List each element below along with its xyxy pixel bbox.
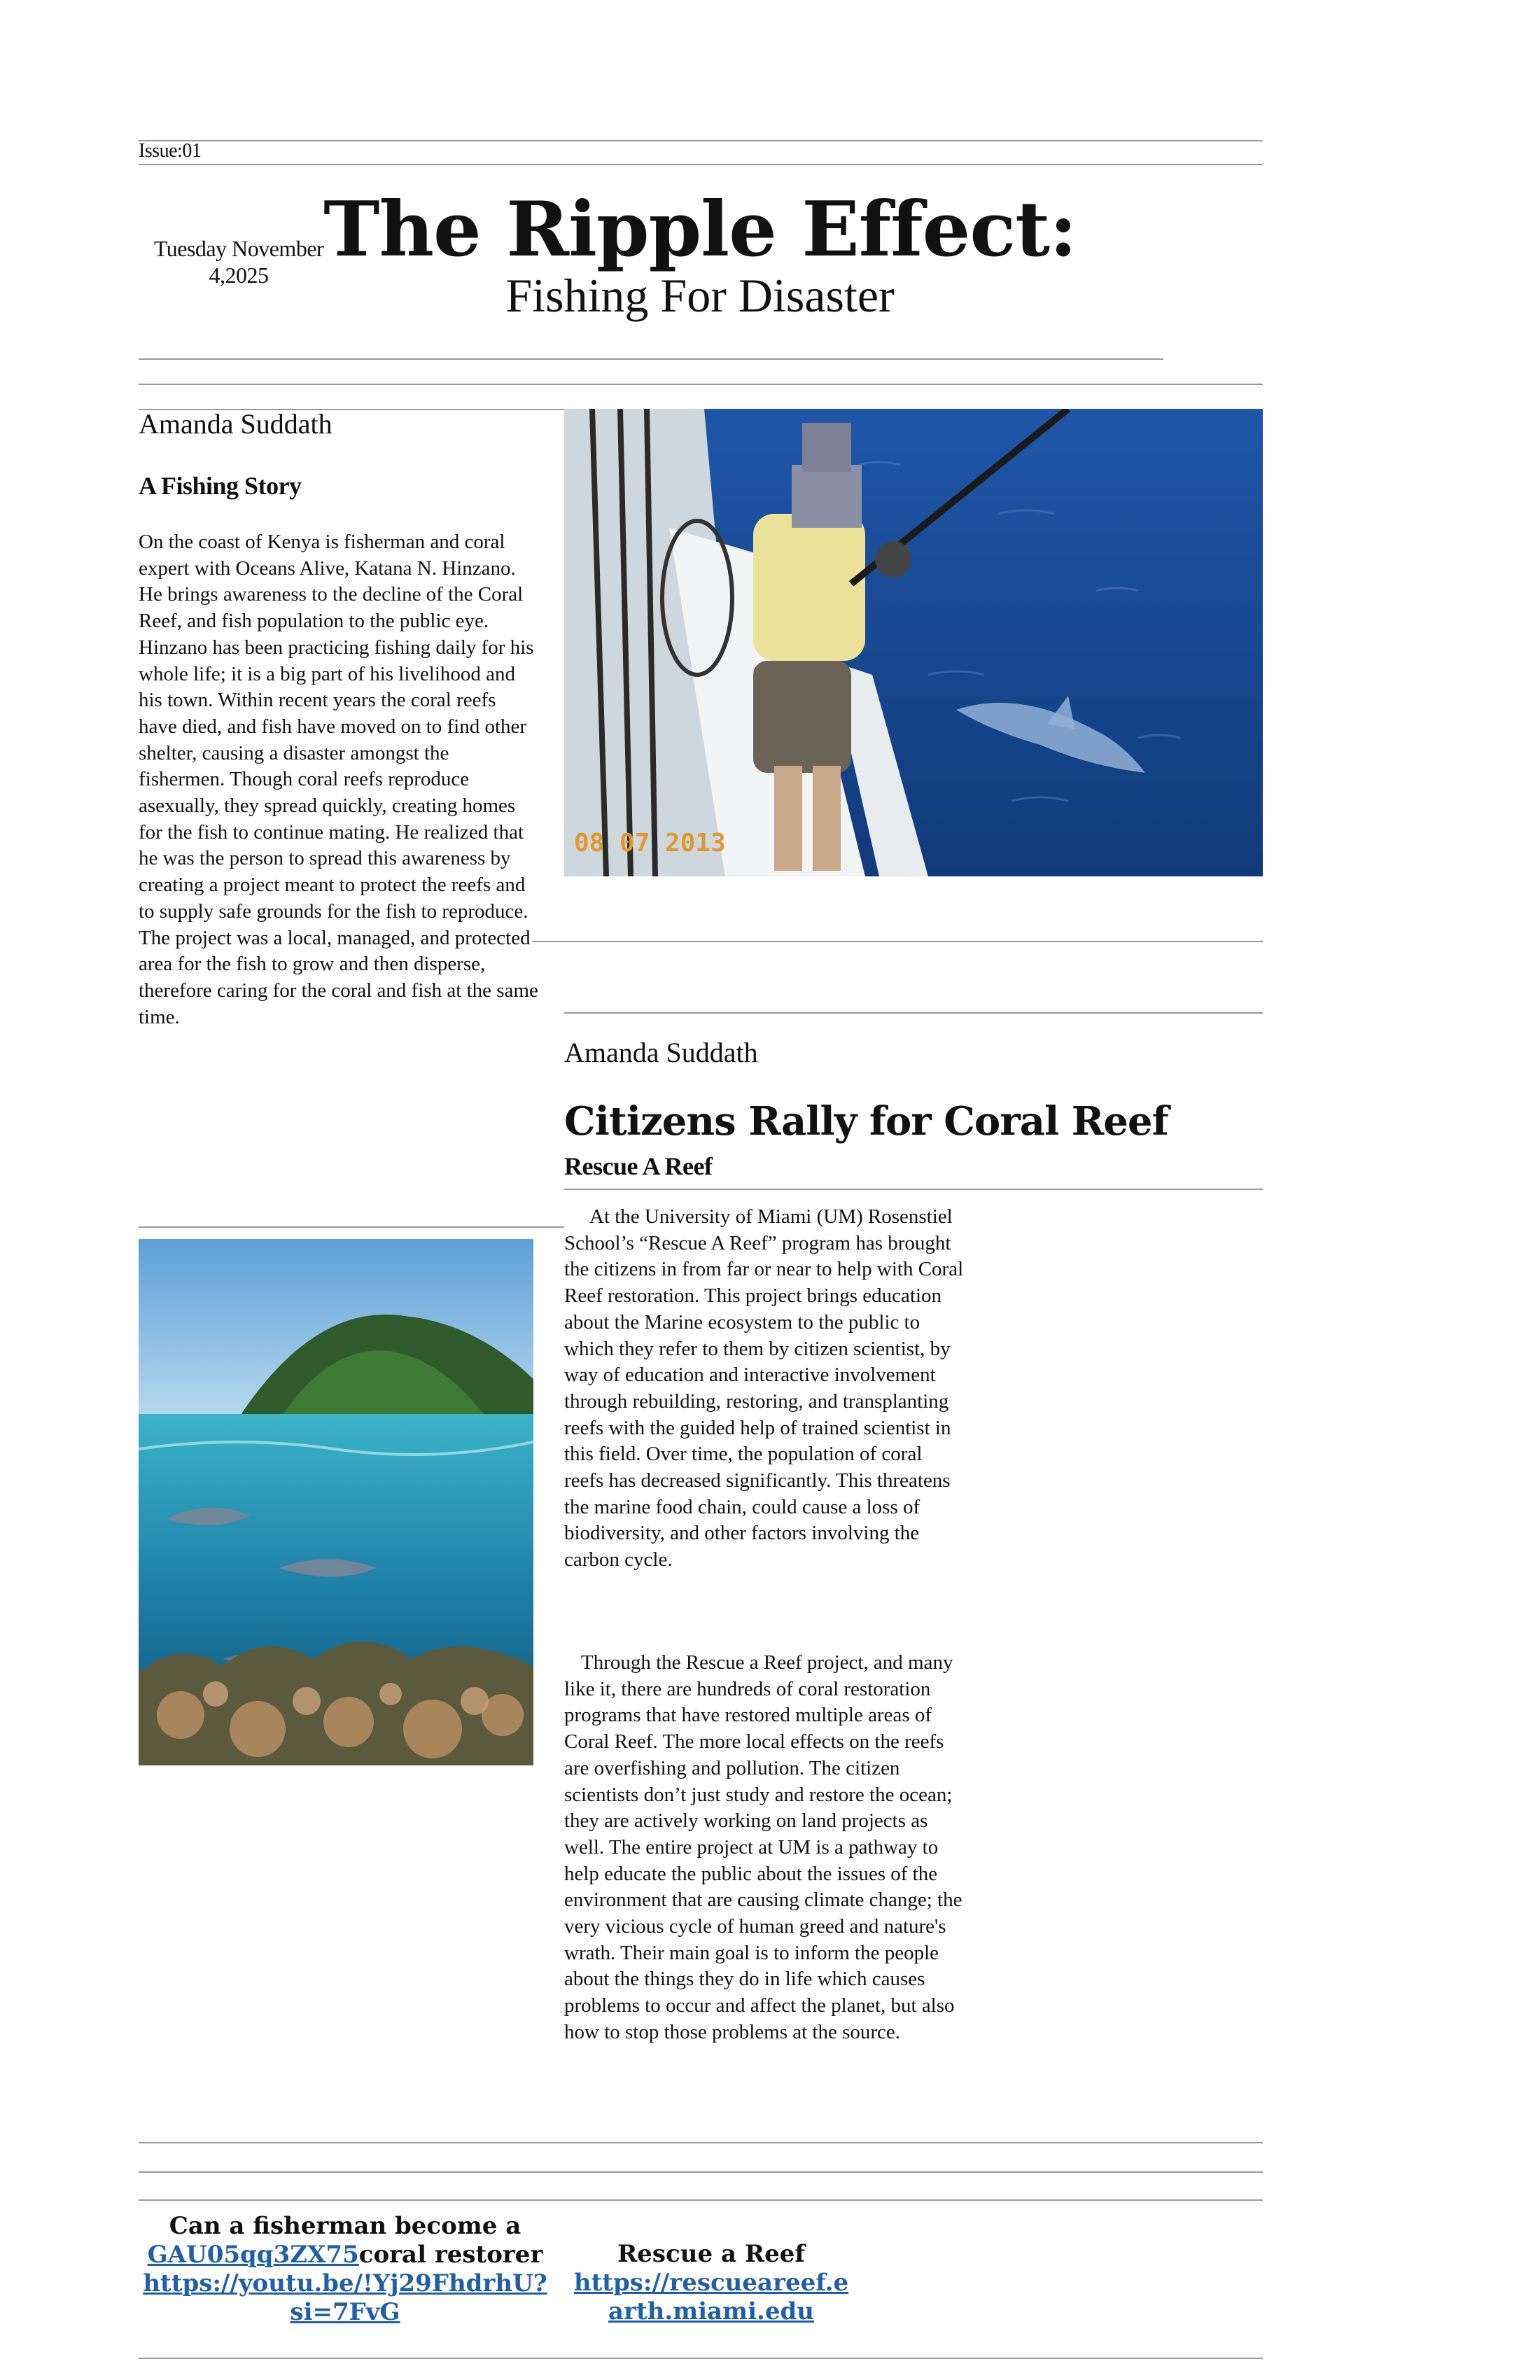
footer-rule-2 — [139, 2171, 1263, 2173]
footer-left-line-2 — [139, 2241, 552, 2269]
masthead-rule-1 — [139, 358, 1163, 360]
reef-photo — [139, 1239, 533, 1765]
footer-rule-3 — [139, 2199, 1263, 2201]
mid-rule-1 — [532, 941, 1263, 942]
page-title: The Ripple Effect: — [323, 186, 1077, 274]
top-rule-1 — [139, 140, 1263, 141]
footer-right-title: Rescue a Reef — [617, 2240, 805, 2268]
issue-date: Tuesday November 4,2025 — [153, 236, 324, 288]
footer-link-rescue-a-reef[interactable]: https://rescueareef.earth.miami.edu — [573, 2269, 849, 2325]
article2-headline: Citizens Rally for Coral Reef — [564, 1098, 1168, 1144]
footer-rule-bottom — [139, 2358, 1263, 2359]
photo-timestamp: 08 07 2013 — [574, 829, 726, 858]
footer-left — [139, 2212, 552, 2327]
footer-left-line-3 — [139, 2269, 552, 2327]
article2-rule — [564, 1189, 1263, 1190]
article2-paragraph-1: At the University of Miami (UM) Rosenstiel School’s “Rescue A Reef” program has brought the citizens in from far or near to help with Coral Reef restoration. This project brings education about the Marine ecosystem to the public to which they refer to them by citizen scientist, by way of education and interactive involvement through rebuilding, restoring, and transplanting reefs with the guided help of trained scientist in this field. Over time, the population of coral reefs has decreased significantly. This threatens the marine food chain, could cause a loss of biodiversity, and other factors involving the carbon cycle. — [564, 1205, 964, 1572]
footer-right — [571, 2240, 851, 2326]
article2-paragraph-2: Through the Rescue a Reef project, and many like it, there are hundreds of coral restoration programs that have restored multiple areas of Coral Reef. The more local effects on the reefs are overfishing and pollution. The citizen scientists don’t just study and restore the ocean; they are actively working on land projects as well. The entire project at UM is a pathway to help educate the public about the issues of the environment that are causing climate change; the very vicious cycle of human greed and nature's wrath. Their main goal is to inform the people about the things they do in life which causes problems to occur and affect the planet, but also how to stop those problems at the source. — [564, 1651, 962, 2043]
article1-body: On the coast of Kenya is fisherman and coral expert with Oceans Alive, Katana N. Hinzano. He brings awareness to the decline of the Coral Reef, and fish population to the public eye. Hinzano has been practicing fishing daily for his whole life; it is a big part of his livelihood and his town. Within recent years the coral reefs have died, and fish have moved on to find other shelter, causing a disaster amongst the fishermen. Though coral reefs reproduce asexually, they spread quickly, creating homes for the fish to continue mating. He realized that he was the person to spread this awareness by creating a project meant to protect the reefs and to supply safe grounds for the fish to reproduce. The project was a local, managed, and protected area for the fish to grow and then disperse, therefore caring for the coral and fish at the same time. — [139, 531, 538, 1028]
top-rule-2 — [139, 164, 1263, 165]
footer-link-youtube[interactable]: https://youtu.be/!Yj29FhdrhU?si=7FvG — [143, 2269, 547, 2326]
article1-headline: A Fishing Story — [139, 472, 302, 500]
page-subtitle: Fishing For Disaster — [505, 269, 895, 322]
issue-number: Issue:01 — [139, 140, 202, 162]
footer-left-line2: coral restorer — [358, 2241, 543, 2269]
footer-link-video-id[interactable]: GAU05qq3ZX75 — [147, 2241, 359, 2269]
footer-rule-1 — [139, 2142, 1263, 2143]
article2-subhead: Rescue A Reef — [564, 1152, 713, 1180]
masthead-rule-2 — [139, 384, 1263, 385]
article2-author: Amanda Suddath — [564, 1037, 758, 1068]
article1-author: Amanda Suddath — [139, 408, 332, 440]
photo2-top-rule — [139, 1226, 564, 1228]
mid-rule-2 — [564, 1012, 1263, 1014]
fishing-photo — [564, 409, 1263, 876]
footer-left-line1: Can a fisherman become a — [169, 2212, 522, 2240]
